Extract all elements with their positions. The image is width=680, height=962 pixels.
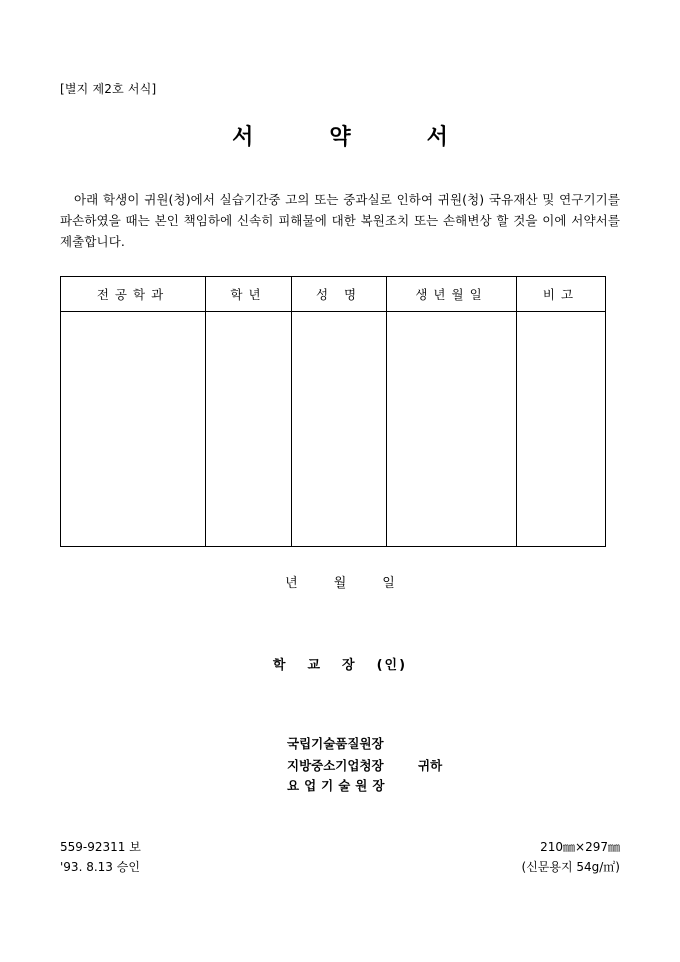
cell-name[interactable] <box>292 312 387 547</box>
cell-birthdate[interactable] <box>387 312 517 547</box>
cell-major[interactable] <box>61 312 206 547</box>
seal-mark: (인) <box>376 658 408 673</box>
header-birthdate: 생년월일 <box>387 277 517 312</box>
recipient-1: 국립기술품질원장 <box>287 736 384 751</box>
student-table <box>60 276 606 547</box>
date-line <box>0 572 680 591</box>
date-year: 년 <box>285 576 298 591</box>
paper-size: 210㎜×297㎜ <box>540 840 620 854</box>
form-code: 559-92311 보 <box>60 840 141 854</box>
principal-char: 장 <box>342 658 357 673</box>
approval-date: '93. 8.13 승인 <box>60 860 140 874</box>
recipient-3: 요업기술원장 <box>287 778 390 793</box>
cell-remarks[interactable] <box>517 312 606 547</box>
date-month: 월 <box>333 576 347 591</box>
recipient-2: 지방중소기업청장 <box>287 758 384 773</box>
recipient-suffix: 귀하 <box>418 758 443 773</box>
title-char: 서 <box>426 124 448 150</box>
header-name: 성 명 <box>292 277 387 312</box>
header-remarks: 비고 <box>517 277 606 312</box>
principal-signature <box>0 654 680 673</box>
pledge-text: 아래 학생이 귀원(청)에서 실습기간중 고의 또는 중과실로 인하여 귀원(청) 국유재산 및 연구기기를 파손하였을 때는 본인 책임하에 신속히 피해물에 대한 복원조치 또는 손해변상 할 것을 이에 서약서를 제출합니다. <box>60 192 620 249</box>
header-grade: 학년 <box>206 277 292 312</box>
document-title <box>0 120 680 151</box>
cell-grade[interactable] <box>206 312 292 547</box>
form-label: [별지 제2호 서식] <box>60 82 157 96</box>
date-day: 일 <box>382 576 395 591</box>
title-char: 약 <box>329 124 351 150</box>
principal-char: 교 <box>307 658 323 673</box>
paper-type: (신문용지 54g/㎡) <box>521 860 620 874</box>
title-char: 서 <box>232 124 254 150</box>
header-major: 전공학과 <box>61 277 206 312</box>
principal-char: 학 <box>272 658 288 673</box>
